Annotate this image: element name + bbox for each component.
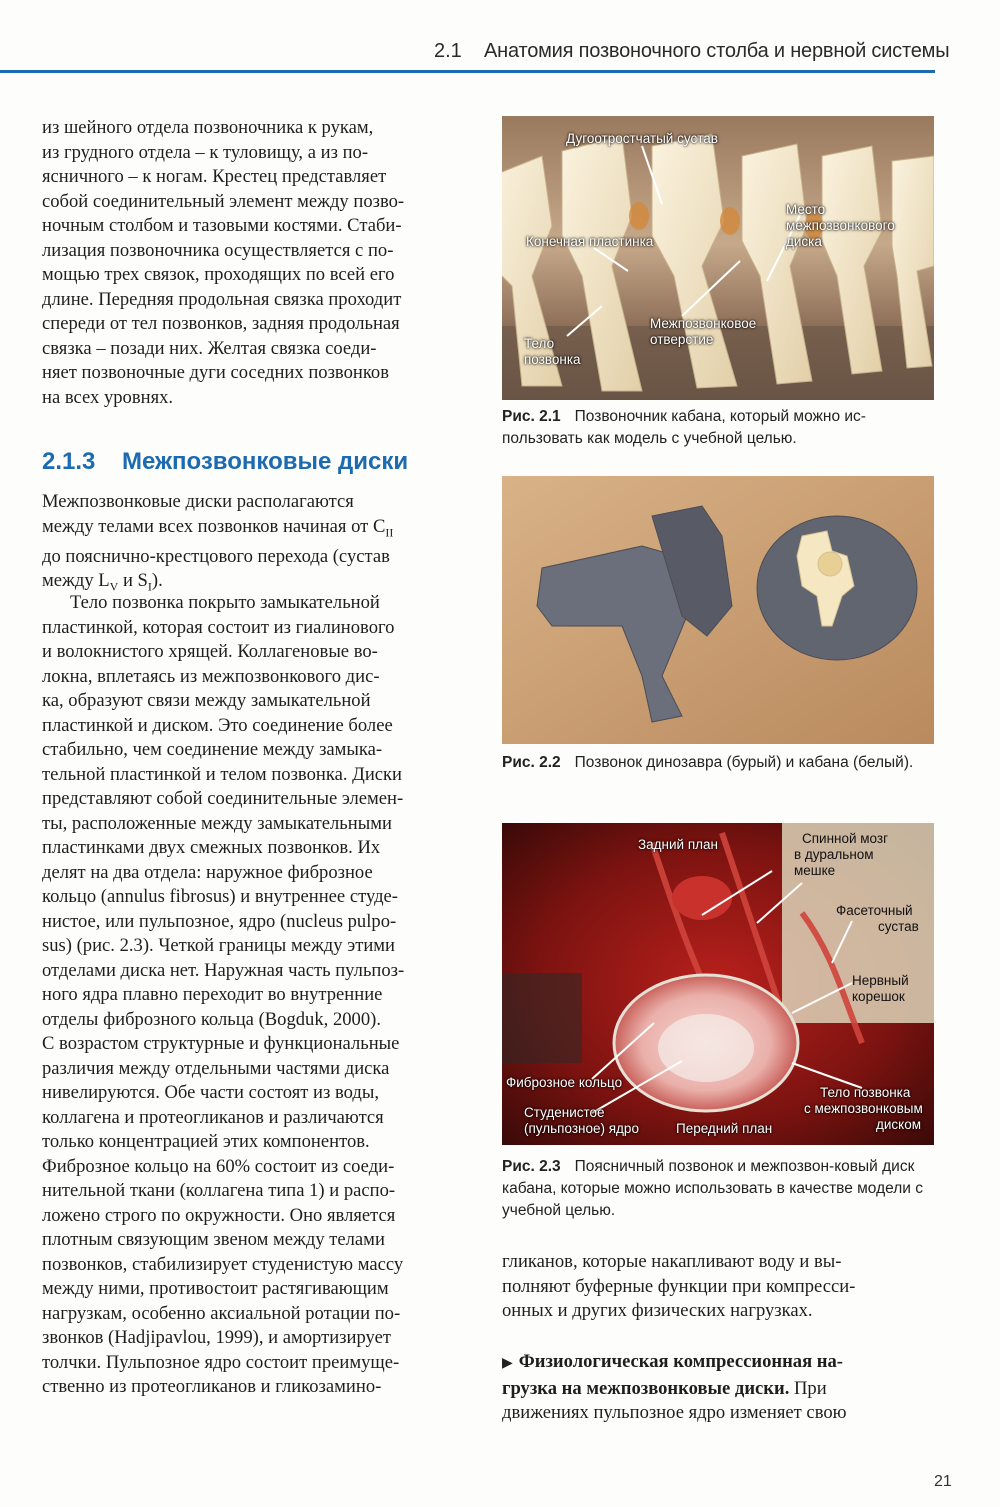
label-cord-2: в дуральном xyxy=(794,847,874,862)
text-line: sus) (рис. 2.3). Четкой границы между этими xyxy=(42,935,395,956)
text-line: между телами всех позвонков начиная от $C_{II}$ xyxy=(42,515,394,540)
text-line: длине. Передняя продольная связка проходит xyxy=(42,288,402,310)
text-line: ного ядра плавно переходит во внутренние xyxy=(42,984,383,1005)
text-line: движениях пульпозное ядро изменяет свою xyxy=(502,1402,847,1423)
text-line: грузка на межпозвонковые диски. При xyxy=(502,1377,827,1399)
text-line: локна, вплетаясь из межпозвонкового дис- xyxy=(42,665,380,687)
text-line: ночным столбом и тазовыми костями. Стаби- xyxy=(42,215,402,236)
running-header xyxy=(0,0,1000,80)
text-line: плотным связующим звеном между телами xyxy=(42,1229,385,1250)
text-line: между $L_V$ и $S_I$). xyxy=(42,570,163,594)
section-heading xyxy=(42,448,482,476)
text-line: нагрузкам, особенно аксиальной ротации по- xyxy=(42,1302,401,1324)
label-body-1: Тело позвонка xyxy=(820,1085,911,1100)
paragraph-continuation xyxy=(502,1250,934,1324)
text-line: спереди от тел позвонков, задняя продольная xyxy=(42,313,400,334)
text-line: собой соединительный элемент между позво- xyxy=(42,190,405,212)
text-line: коллагена и протеогликанов и различаются xyxy=(42,1106,384,1128)
text-line: кольцо (annulus fibrosus) и внутреннее студе- xyxy=(42,886,398,907)
label-disc-place-1: Место xyxy=(786,202,826,217)
label-facet-1: Фасеточный xyxy=(836,903,913,918)
text-line: на всех уровнях. xyxy=(42,386,174,408)
text-line: няет позвоночные дуги соседних позвонков xyxy=(42,362,389,383)
text-line: связка – позади них. Желтая связка соеди- xyxy=(42,337,377,359)
label-annulus: Фиброзное кольцо xyxy=(506,1075,623,1090)
text-line: Тело позвонка покрыто замыкательной xyxy=(70,592,380,613)
page-number: 21 xyxy=(934,1473,952,1490)
label-cord-1: Спинной мозг xyxy=(801,831,889,846)
text-line: онных и других физических нагрузках. xyxy=(502,1300,813,1321)
label-body-1: Тело xyxy=(524,336,555,351)
intro-paragraph xyxy=(42,116,470,410)
figure-lumbar-disc xyxy=(502,823,934,1145)
text-line: и волокнистого хрящей. Коллагеновые во- xyxy=(42,641,378,662)
text-line: ясничного – к ногам. Крестец представляет xyxy=(42,166,387,187)
text-line: толчки. Пульпозное ядро состоит преимуще- xyxy=(42,1351,400,1373)
text-line: звонков (Hadjipavlou, 1999), и амортизирует xyxy=(42,1327,391,1348)
label-root-2: корешок xyxy=(852,989,905,1004)
label-back-plane: Задний план xyxy=(638,837,718,852)
figure-boar-spine xyxy=(502,116,934,400)
caption-text: Позвонок динозавра (бурый) и кабана (белый). xyxy=(574,754,914,771)
text-line: до пояснично-крестцового перехода (сустав xyxy=(42,545,390,567)
caption-label: Рис. 2.2 xyxy=(502,754,561,771)
text-line: представляют собой соединительные элемен- xyxy=(42,788,404,809)
text-line: мощью трех связок, проходящих по всей его xyxy=(42,264,395,285)
text-line: позвонков, стабилизирует студенистую массу xyxy=(42,1253,404,1275)
text-line: пластинками двух смежных позвонков. Их xyxy=(42,837,381,858)
text-line: С возрастом структурные и функциональные xyxy=(42,1033,400,1054)
label-nucleus-2: (пульпозное) ядро xyxy=(524,1121,639,1136)
text-line: отделами диска нет. Наружная часть пульпоз- xyxy=(42,959,405,981)
text-line: между ними, противостоит растягивающим xyxy=(42,1278,389,1299)
text-line: ложено строго по окружности. Оно является xyxy=(42,1204,396,1226)
figure-dinosaur-vertebra xyxy=(502,476,934,744)
text-line: делят на два отдела: наружное фиброзное xyxy=(42,861,373,883)
text-line: стабильно, чем соединение между замыка- xyxy=(42,739,383,760)
paragraph-compression xyxy=(502,1350,934,1426)
label-disc-place-2: межпозвонкового xyxy=(786,218,895,233)
text-line: ты, расположенные между замыкательными xyxy=(42,812,392,834)
text-line: лизация позвоночника осуществляется с по- xyxy=(42,239,394,261)
text-line: нительной ткани (коллагена типа 1) и распо- xyxy=(42,1180,396,1201)
label-foramen-1: Межпозвонковое xyxy=(650,316,757,331)
text-line: Межпозвонковые диски располагаются xyxy=(42,491,354,512)
label-nucleus-1: Студенистое xyxy=(524,1105,605,1120)
text-line: пластинкой, которая состоит из гиалинового xyxy=(42,616,395,638)
caption-fig-2-1 xyxy=(502,406,934,450)
text-line: Фиброзное кольцо на 60% состоит из соеди- xyxy=(42,1155,395,1177)
text-line: из шейного отдела позвоночника к рукам, xyxy=(42,117,374,138)
text-line: ственно из протеогликанов и гликозамино- xyxy=(42,1376,382,1397)
label-facet-joint: Дугоотростчатый сустав xyxy=(566,131,718,146)
section-title: Межпозвонковые диски xyxy=(122,448,409,475)
paragraph-disc-structure xyxy=(42,591,470,1400)
text-line: из грудного отдела – к туловищу, а из по- xyxy=(42,141,369,163)
text-line: пластинкой и диском. Это соединение более xyxy=(42,714,393,736)
label-body-3: диском xyxy=(876,1117,922,1132)
text-line: только концентрацией этих компонентов. xyxy=(42,1131,370,1152)
caption-text: Поясничный позвонок и межпозвон-ковый диск кабана, которые можно использовать в качестве модели с учебной целью. xyxy=(502,1158,923,1219)
text-line: отделы фиброзного кольца (Bogduk, 2000). xyxy=(42,1008,381,1030)
label-foramen-2: отверстие xyxy=(650,332,714,347)
text-line: нивелируются. Обе части состоят из воды, xyxy=(42,1082,380,1103)
paragraph-discs-location xyxy=(42,490,470,599)
label-front-plane: Передний план xyxy=(676,1121,773,1136)
text-line: полняют буферные функции при компресси- xyxy=(502,1275,856,1297)
dinosaur-vertebra-photo xyxy=(502,476,934,744)
caption-text: Позвоночник кабана, который можно ис-пользовать как модель с учебной целью. xyxy=(502,408,866,447)
caption-fig-2-3 xyxy=(502,1156,934,1222)
text-line: ка, образуют связи между замыкательной xyxy=(42,690,371,711)
label-root-1: Нервный xyxy=(852,973,909,988)
label-cord-3: мешке xyxy=(794,863,836,878)
caption-fig-2-2 xyxy=(502,752,934,774)
caption-label: Рис. 2.1 xyxy=(502,408,561,425)
label-endplate: Конечная пластинка xyxy=(526,234,654,249)
chapter-title: Анатомия позвоночного столба и нервной системы xyxy=(484,40,950,62)
label-facet-2: сустав xyxy=(878,919,919,934)
triangle-bullet-icon: ▶ xyxy=(502,1356,513,1371)
chapter-number: 2.1 xyxy=(434,40,462,62)
text-line: тельной пластинкой и телом позвонка. Диски xyxy=(42,763,403,785)
text-line: гликанов, которые накапливают воду и вы- xyxy=(502,1251,842,1272)
section-number: 2.1.3 xyxy=(42,448,96,475)
label-disc-place-3: диска xyxy=(786,234,822,249)
header-rule xyxy=(0,70,935,73)
text-line: различия между отдельными частями диска xyxy=(42,1057,390,1079)
caption-label: Рис. 2.3 xyxy=(502,1158,561,1175)
label-body-2: с межпозвонковым xyxy=(804,1101,923,1116)
text-line: ▶ Физиологическая компрессионная на- xyxy=(502,1351,844,1372)
text-line: нистое, или пульпозное, ядро (nucleus pulpo- xyxy=(42,910,397,932)
label-body-2: позвонка xyxy=(524,352,581,367)
